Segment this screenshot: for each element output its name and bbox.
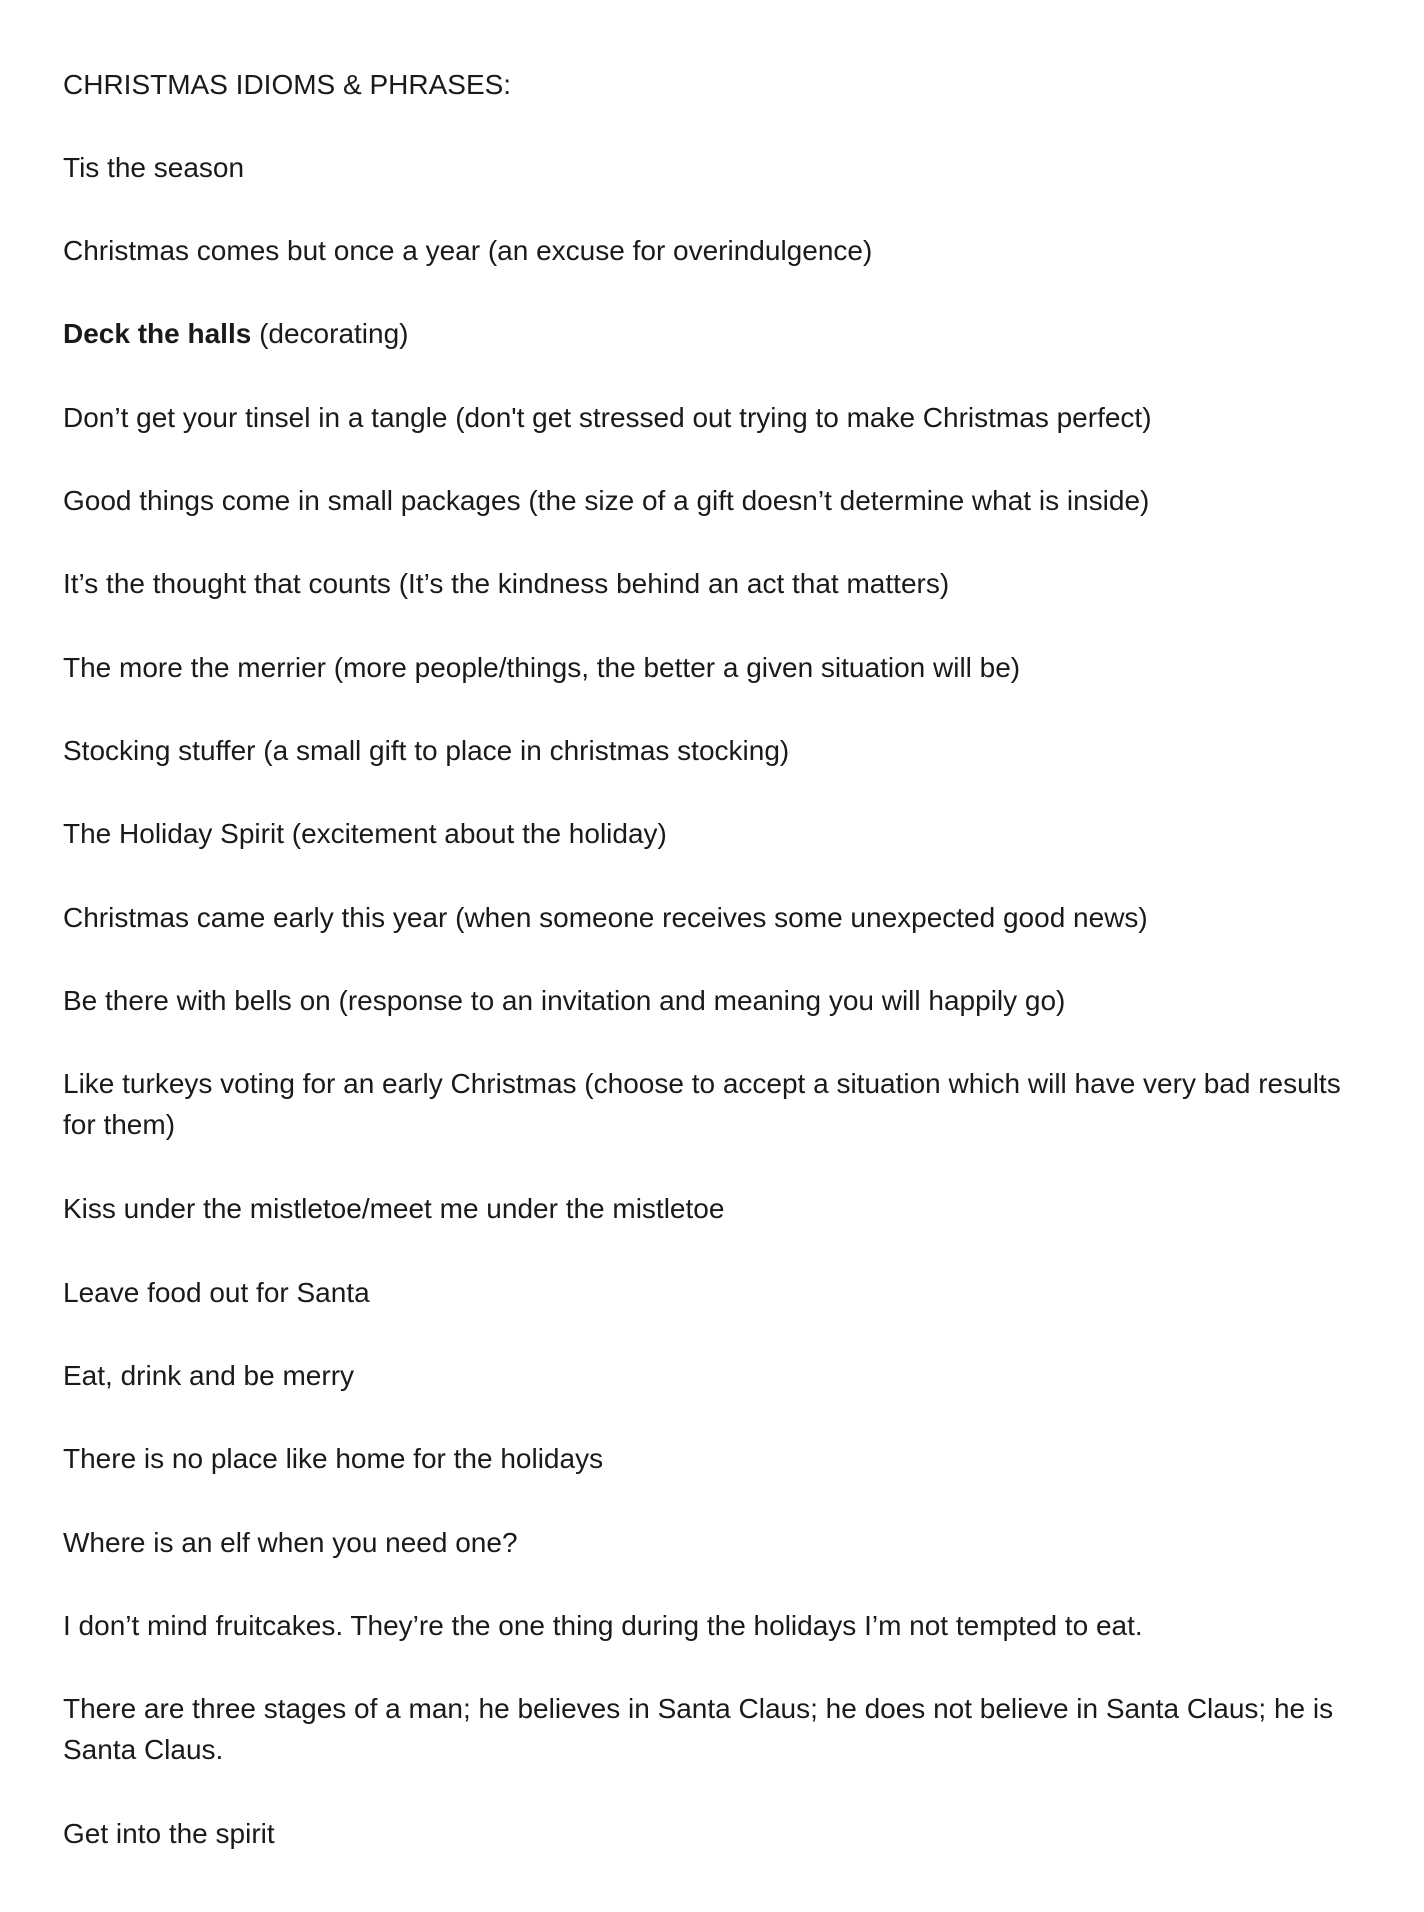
list-item bbox=[63, 1063, 1363, 1145]
idiom-term: It’s the thought that counts bbox=[63, 568, 391, 599]
list-item bbox=[63, 1188, 1363, 1229]
idiom-term: I don’t mind fruitcakes. They’re the one thing during the holidays I’m not tempted to eat. bbox=[63, 1610, 1143, 1641]
idiom-meaning: (don't get stressed out trying to make Christmas perfect) bbox=[447, 402, 1152, 433]
list-item bbox=[63, 563, 1363, 604]
idiom-term: Christmas came early this year bbox=[63, 902, 448, 933]
idiom-meaning: (It’s the kindness behind an act that matters) bbox=[390, 568, 950, 599]
idiom-term: Good things come in small packages bbox=[63, 485, 521, 516]
idiom-term: Where is an elf when you need one? bbox=[63, 1527, 518, 1558]
idiom-term: The Holiday Spirit bbox=[63, 818, 284, 849]
list-item bbox=[63, 730, 1363, 771]
idiom-term: Kiss under the mistletoe/meet me under the mistletoe bbox=[63, 1193, 725, 1224]
idiom-term: Don’t get your tinsel in a tangle bbox=[63, 402, 448, 433]
idiom-term: Eat, drink and be merry bbox=[63, 1360, 355, 1391]
idiom-meaning: (when someone receives some unexpected good news) bbox=[447, 902, 1148, 933]
idiom-term: Christmas comes but once a year bbox=[63, 235, 481, 266]
idiom-term: Deck the halls bbox=[63, 318, 252, 349]
list-item bbox=[63, 647, 1363, 688]
idiom-meaning: (the size of a gift doesn’t determine what is inside) bbox=[520, 485, 1150, 516]
list-item bbox=[63, 980, 1363, 1021]
list-item bbox=[63, 1438, 1363, 1479]
idiom-meaning: (response to an invitation and meaning you will happily go) bbox=[330, 985, 1066, 1016]
idiom-term: Leave food out for Santa bbox=[63, 1277, 370, 1308]
list-item bbox=[63, 1272, 1363, 1313]
list-item bbox=[63, 1688, 1363, 1770]
idiom-meaning: (decorating) bbox=[251, 318, 409, 349]
idiom-term: Be there with bells on bbox=[63, 985, 331, 1016]
list-item bbox=[63, 1813, 1363, 1854]
idiom-term: Get into the spirit bbox=[63, 1818, 275, 1849]
idiom-meaning: (a small gift to place in christmas stocking) bbox=[255, 735, 790, 766]
idiom-term: There is no place like home for the holidays bbox=[63, 1443, 604, 1474]
idiom-term: There are three stages of a man; he believes in Santa Claus; he does not believe in Santa Claus; he is Santa Claus. bbox=[63, 1693, 1334, 1765]
list-item bbox=[63, 1355, 1363, 1396]
list-item bbox=[63, 313, 1363, 354]
idiom-term: Stocking stuffer bbox=[63, 735, 256, 766]
list-item bbox=[63, 897, 1363, 938]
page-title: CHRISTMAS IDIOMS & PHRASES: bbox=[63, 69, 512, 100]
idiom-term: The more the merrier bbox=[63, 652, 326, 683]
list-item bbox=[63, 230, 1363, 271]
list-item bbox=[63, 480, 1363, 521]
idiom-meaning: (choose to accept a situation which will have very bad results for them) bbox=[63, 1068, 1341, 1140]
list-item bbox=[63, 1522, 1363, 1563]
list-item bbox=[63, 397, 1363, 438]
list-item bbox=[63, 147, 1363, 188]
idiom-term: Like turkeys voting for an early Christmas bbox=[63, 1068, 577, 1099]
idiom-meaning: (more people/things, the better a given situation will be) bbox=[325, 652, 1021, 683]
list-item bbox=[63, 813, 1363, 854]
idiom-meaning: (an excuse for overindulgence) bbox=[480, 235, 873, 266]
idiom-meaning: (excitement about the holiday) bbox=[283, 818, 667, 849]
list-item bbox=[63, 1605, 1363, 1646]
idiom-term: Tis the season bbox=[63, 152, 245, 183]
